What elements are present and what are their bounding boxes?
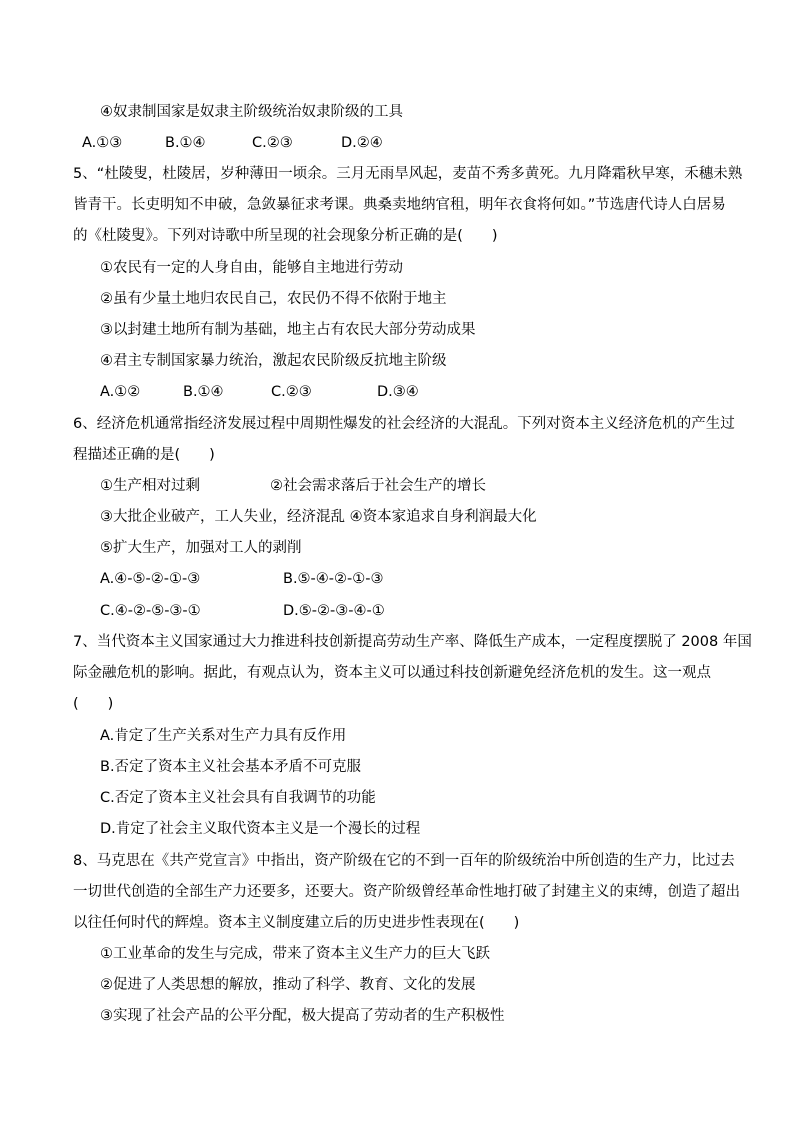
q6-stem-line-1: 6、经济危机通常指经济发展过程中周期性爆发的社会经济的大混乱。下列对资本主义经济危机的产生过 (73, 416, 735, 432)
prev-item-4: ④奴隶制国家是奴隶主阶级统治奴隶阶级的工具 (100, 104, 403, 120)
q8-item-2: ②促进了人类思想的解放，推动了科学、教育、文化的发展 (100, 977, 476, 993)
option-c: C.④-②-⑤-③-① (100, 603, 201, 619)
option-a: A.④-⑤-②-①-③ (100, 571, 201, 587)
q7-stem-line-2: 际金融危机的影响。据此，有观点认为，资本主义可以通过科技创新避免经济危机的发生。这一观点 (73, 665, 711, 681)
q7-stem-line-3: ( ) (73, 696, 114, 712)
q7-stem-line-1: 7、当代资本主义国家通过大力推进科技创新提高劳动生产率、降低生产成本，一定程度摆脱了 2008 年国 (73, 634, 752, 650)
q5-item-4: ④君主专制国家暴力统治，激起农民阶级反抗地主阶级 (100, 353, 447, 369)
option-b: B.①④ (183, 384, 224, 400)
q5-item-1: ①农民有一定的人身自由，能够自主地进行劳动 (100, 260, 403, 276)
q6-item-2: ②社会需求落后于社会生产的增长 (270, 478, 486, 494)
option-d: D.②④ (341, 135, 383, 151)
q7-option-c: C.否定了资本主义社会具有自我调节的功能 (100, 790, 376, 806)
q6-item-1: ①生产相对过剩 (100, 478, 200, 494)
option-c: C.②③ (271, 384, 312, 400)
q8-item-3: ③实现了社会产品的公平分配，极大提高了劳动者的生产积极性 (100, 1008, 505, 1024)
q7-option-b: B.否定了资本主义社会基本矛盾不可克服 (100, 759, 362, 775)
q7-option-d: D.肯定了社会主义取代资本主义是一个漫长的过程 (100, 821, 421, 837)
q6-items-row-1 (100, 476, 486, 496)
option-d: D.③④ (377, 384, 419, 400)
q5-stem-line-2: 皆青干。长吏明知不申破，急敛暴征求考课。典桑卖地纳官租，明年衣食将何如。”节选唐代诗人白居易 (73, 197, 726, 213)
q5-stem-line-1: 5、“杜陵叟，杜陵居，岁种薄田一顷余。三月无雨旱风起，麦苗不秀多黄死。九月降霜秋早寒，禾穗未熟 (73, 166, 743, 182)
q6-item-5: ⑤扩大生产，加强对工人的剥削 (100, 540, 302, 556)
q8-stem-line-3: 以往任何时代的辉煌。资本主义制度建立后的历史进步性表现在( ) (73, 915, 520, 931)
q8-stem-line-1: 8、马克思在《共产党宣言》中指出，资产阶级在它的不到一百年的阶级统治中所创造的生产力，比过去 (73, 853, 735, 869)
q5-item-3: ③以封建土地所有制为基础，地主占有农民大部分劳动成果 (100, 322, 476, 338)
q5-item-2: ②虽有少量土地归农民自己，农民仍不得不依附于地主 (100, 291, 447, 307)
q6-items-row-2: ③大批企业破产，工人失业，经济混乱 ④资本家追求自身利润最大化 (100, 509, 537, 525)
option-a: A.①② (100, 384, 141, 400)
option-b: B.⑤-④-②-①-③ (283, 571, 384, 587)
option-a: A.①③ (82, 135, 123, 151)
option-b: B.①④ (165, 135, 206, 151)
q6-stem-line-2: 程描述正确的是( ) (73, 447, 215, 463)
q8-item-1: ①工业革命的发生与完成，带来了资本主义生产力的巨大飞跃 (100, 946, 490, 962)
q8-stem-line-2: 一切世代创造的全部生产力还要多，还要大。资产阶级曾经革命性地打破了封建主义的束缚，创造了超出 (73, 884, 740, 900)
option-c: C.②③ (252, 135, 293, 151)
q7-option-a: A.肯定了生产关系对生产力具有反作用 (100, 728, 347, 744)
option-d: D.⑤-②-③-④-① (283, 603, 385, 619)
q5-stem-line-3: 的《杜陵叟》。下列对诗歌中所呈现的社会现象分析正确的是( ) (73, 228, 498, 244)
